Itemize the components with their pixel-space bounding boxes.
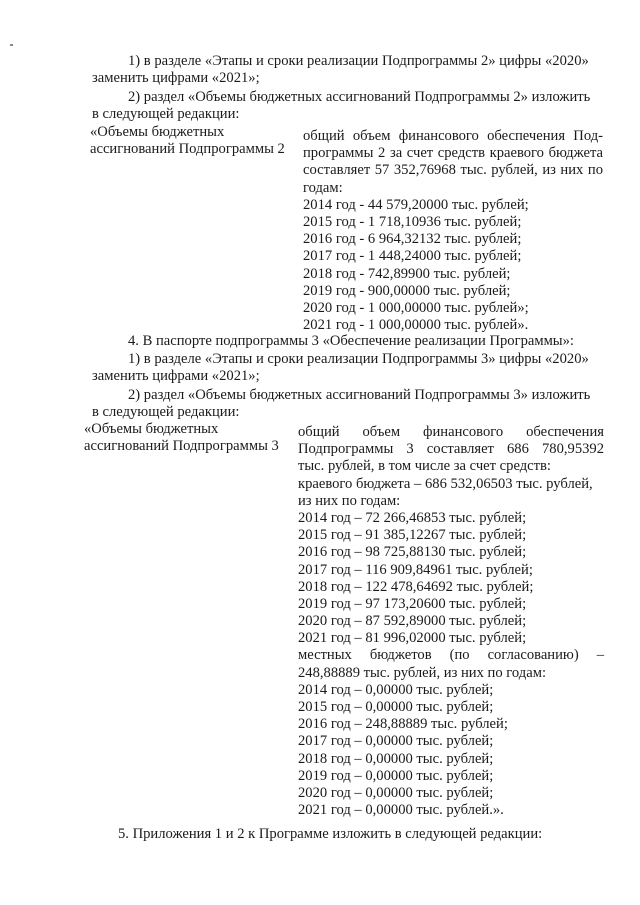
sp2-year-2016: 2016 год - 6 964,32132 тыс. рублей;	[303, 231, 522, 248]
sp3-desc-line2: Подпрограммы 3 составляет 686 780,95392	[298, 441, 604, 458]
sp2-budget-table-row	[90, 124, 610, 339]
sp3-label-cell	[84, 421, 294, 455]
sp3-description-cell	[298, 424, 604, 819]
item4-heading: 4. В паспорте подпрограммы 3 «Обеспечение реализации Программы»:	[128, 333, 574, 349]
sp2-desc-line4: годам:	[303, 179, 343, 196]
scan-speck	[10, 44, 13, 46]
sp2-label-line2: ассигнований Подпрограммы 2	[90, 141, 285, 158]
sp2-year-2021: 2021 год - 1 000,00000 тыс. рублей».	[303, 317, 529, 334]
sp2-desc-line3: составляет 57 352,76968 тыс. рублей, из них по	[303, 162, 603, 179]
sp3-regional-2017: 2017 год – 116 909,84961 тыс. рублей;	[298, 561, 533, 578]
sp3-local-2021: 2021 год – 0,00000 тыс. рублей.».	[298, 802, 504, 819]
sp2-year-2020: 2020 год - 1 000,00000 тыс. рублей»;	[303, 299, 529, 316]
sp3-budget-table-row	[84, 421, 610, 821]
sp3-regional-2021: 2021 год – 81 996,02000 тыс. рублей;	[298, 630, 527, 647]
item-sp3-stages-line1: 1) в разделе «Этапы и сроки реализации Подпрограммы 3» цифры «2020»	[128, 351, 589, 367]
sp2-year-2017: 2017 год - 1 448,24000 тыс. рублей;	[303, 248, 522, 265]
sp2-description-cell	[303, 128, 603, 334]
sp3-regional-2020: 2020 год – 87 592,89000 тыс. рублей;	[298, 613, 527, 630]
sp3-local-2019: 2019 год – 0,00000 тыс. рублей;	[298, 767, 494, 784]
sp3-label-line1: «Объемы бюджетных	[84, 421, 219, 437]
sp2-desc-line2: программы 2 за счет средств краевого бюджета	[303, 145, 603, 162]
sp2-year-2014: 2014 год - 44 579,20000 тыс. рублей;	[303, 196, 529, 213]
sp3-local-line1: местных бюджетов (по согласованию) –	[298, 647, 604, 664]
item-sp3-budget-line1: 2) раздел «Объемы бюджетных ассигнований Подпрограммы 3» изложить	[128, 387, 591, 403]
sp2-label-cell	[90, 124, 300, 158]
sp3-local-line2: 248,88889 тыс. рублей, из них по годам:	[298, 664, 547, 681]
sp3-regional-2015: 2015 год – 91 385,12267 тыс. рублей;	[298, 527, 527, 544]
item-sp2-stages-line2: заменить цифрами «2021»;	[92, 70, 260, 86]
sp3-local-2016: 2016 год – 248,88889 тыс. рублей;	[298, 716, 508, 733]
sp3-regional-2018: 2018 год – 122 478,64692 тыс. рублей;	[298, 578, 534, 595]
sp3-desc-line3: тыс. рублей, в том числе за счет средств:	[298, 458, 551, 475]
item-sp2-budget-line1: 2) раздел «Объемы бюджетных ассигнований Подпрограммы 2» изложить	[128, 89, 591, 105]
sp3-desc-line1: общий объем финансового обеспечения	[298, 424, 604, 440]
item-sp2-stages-line1: 1) в разделе «Этапы и сроки реализации Подпрограммы 2» цифры «2020»	[128, 53, 589, 69]
sp3-regional-2016: 2016 год – 98 725,88130 тыс. рублей;	[298, 544, 527, 561]
sp3-local-2017: 2017 год – 0,00000 тыс. рублей;	[298, 733, 494, 750]
sp2-year-2015: 2015 год - 1 718,10936 тыс. рублей;	[303, 213, 522, 230]
sp3-local-2020: 2020 год – 0,00000 тыс. рублей;	[298, 784, 494, 801]
sp3-label-line2: ассигнований Подпрограммы 3	[84, 438, 279, 455]
item-sp2-budget-line2: в следующей редакции:	[92, 106, 240, 122]
sp2-year-2019: 2019 год - 900,00000 тыс. рублей;	[303, 282, 511, 299]
item-sp3-stages-line2: заменить цифрами «2021»;	[92, 368, 260, 384]
sp3-regional-2014: 2014 год – 72 266,46853 тыс. рублей;	[298, 509, 527, 526]
sp3-local-2014: 2014 год – 0,00000 тыс. рублей;	[298, 681, 494, 698]
sp2-desc-line1: общий объем финансового обеспечения Под-	[303, 128, 603, 144]
sp3-local-2015: 2015 год – 0,00000 тыс. рублей;	[298, 699, 494, 715]
sp3-regional-2019: 2019 год – 97 173,20600 тыс. рублей;	[298, 595, 527, 612]
sp2-year-2018: 2018 год - 742,89900 тыс. рублей;	[303, 265, 511, 282]
item5-text: 5. Приложения 1 и 2 к Программе изложить в следующей редакции:	[118, 826, 543, 842]
sp3-local-2018: 2018 год – 0,00000 тыс. рублей;	[298, 750, 494, 767]
sp3-desc-line5: из них по годам:	[298, 492, 401, 509]
item-sp3-budget-line2: в следующей редакции:	[92, 404, 240, 420]
sp2-label-line1: «Объемы бюджетных	[90, 124, 225, 140]
sp3-desc-line4: краевого бюджета – 686 532,06503 тыс. рублей,	[298, 475, 593, 492]
